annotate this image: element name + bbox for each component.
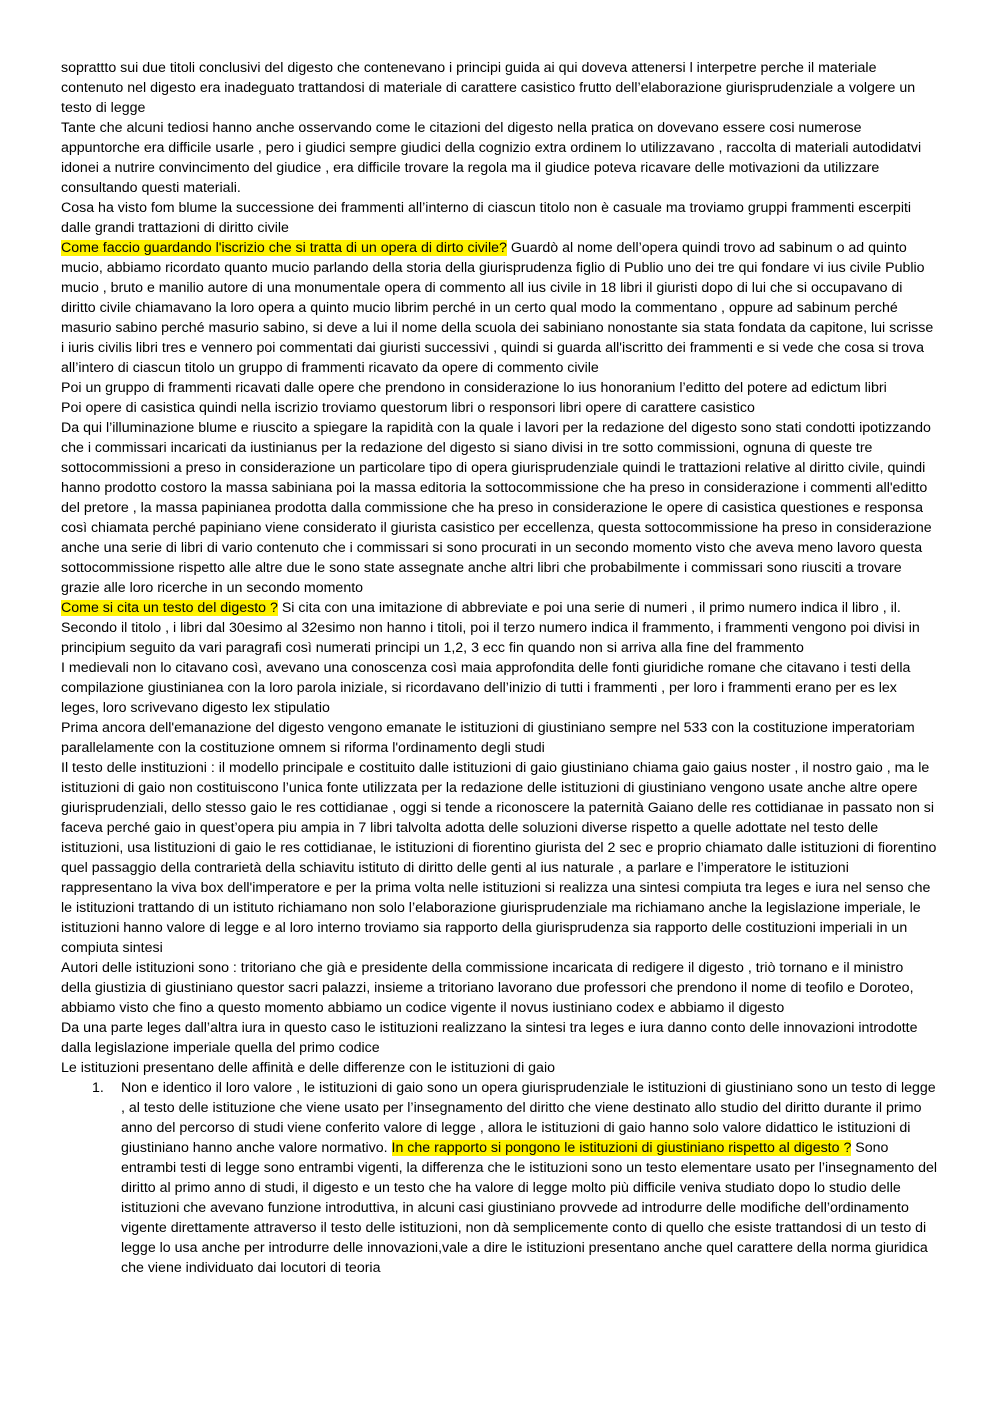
paragraph-text: Si cita con una imitazione di abbreviate e poi una serie di numeri , il primo numero indica il libro , il. Secondo il titolo , i libri dal 30esimo al 32esimo non hanno i titoli, poi il terzo numero indica il frammento, i frammenti vengono poi divisi in principium seguito da vari paragrafi così numerati principi un 1,2, 3 ecc fin quando non si arriva alla fine del frammento	[61, 600, 920, 656]
paragraph-medievali: I medievali non lo citavano così, avevano una conoscenza così maia approfondita delle fonti giuridiche romane che citavano i testi della compilazione giustinianea con la loro parola iniziale, si ricordavano dell’inizio di tutti i frammenti , per loro i frammenti erano per es lex leges, loro scrivevano digesto lex stipulatio	[61, 660, 911, 716]
paragraph-digesto-titoli: soprattto sui due titoli conclusivi del digesto che contenevano i principi guida ai qui doveva attenersi l interpetre perche il materiale contenuto nel digesto era inadeguato trattandosi di materiale di carattere casistico frutto dell’elaborazione giurisprudenziale a volgere un testo di legge	[61, 60, 916, 116]
list-item-text: Sono entrambi testi di legge sono entrambi vigenti, la differenza che le istituzioni sono un testo elementare usato per l’insegnamento del diritto al primo anno di studi, il digesto e un testo che ha valore di legge molto più difficile veniva studiato dopo lo studio delle istituzioni che avevano funzione introduttiva, in alcuni casi giustiniano provvede ad introdurre delle modifiche dell’ordinamento vigente direttamente attraverso il testo delle istituzioni, non dà semplicemente conto di quello che esiste trattandosi di un testo di legge lo usa anche per introdurre delle innovazioni,vale a dire le istituzioni presentano anche quel carattere della norma giuridica che viene individuato dai locutori di teoria	[121, 1140, 938, 1276]
paragraph-iscrizio	[61, 238, 937, 378]
highlighted-question: Come si cita un testo del digesto ?	[61, 600, 278, 616]
document-page	[61, 58, 937, 1278]
numbered-list	[61, 1078, 937, 1278]
paragraph-ius-honorarium: Poi un gruppo di frammenti ricavati dalle opere che prendono in considerazione lo ius honoranium l’editto del potere ad edictum libri	[61, 380, 887, 396]
list-item	[61, 1078, 937, 1278]
paragraph-istituzioni-533: Prima ancora dell'emanazione del digesto vengono emanate le istituzioni di giustiniano sempre nel 533 con la costituzione imperatoriam parallelamente con la costituzione omnem si riforma l'ordinamento degli studi	[61, 720, 915, 756]
paragraph-casistica: Poi opere di casistica quindi nella iscrizio troviamo questorum libri o responsori libri opere di carattere casistico	[61, 400, 755, 416]
paragraph-citazione-digesto	[61, 598, 937, 658]
paragraph-citazioni: Tante che alcuni tediosi hanno anche osservando come le citazioni del digesto nella pratica on dovevano essere cosi numerose appuntorche era difficile usarle , pero i giudici sempre giudici della cognizio extra ordinem lo utilizzavano , raccolta di materiali autodidatvi idonei a nutrire convincimento del giudice , era difficile trovare la regola ma il giudice poteva ricavare delle motivazioni da utilizzare consultando questi materiali.	[61, 120, 922, 196]
paragraph-leges-iura: Da una parte leges dall’altra iura in questo caso le istituzioni realizzano la sintesi tra leges e iura danno conto delle innovazioni introdotte dalla legislazione imperiale quella del primo codice	[61, 1020, 918, 1056]
paragraph-autori: Autori delle istituzioni sono : tritoriano che già e presidente della commissione incaricata di redigere il digesto , triò tornano e il ministro della giustizia di giustiniano questor sacri palazzi, insieme a tritoriano lavorano due professori che prendono il nome di teofilo e Doroteo, abbiamo visto che fino a questo momento abbiamo un codice vigente il novus iustiniano codex e abbiamo il digesto	[61, 960, 914, 1016]
paragraph-affinita: Le istituzioni presentano delle affinità e delle differenze con le istituzioni di gaio	[61, 1060, 555, 1076]
paragraph-sottocommissioni: Da qui l’illuminazione blume e riuscito a spiegare la rapidità con la quale i lavori per la redazione del digesto sono stati condotti ipotizzando che i commissari incaricati da iustinianus per la redazione del digesto si siano divisi in tre sotto commissioni, ognuna di queste tre sottocommissioni a preso in considerazione un particolare tipo di opera giurisprudenziale quindi le trattazioni relative al diritto civile, quindi hanno prodotto costoro la massa sabiniana poi la massa editoria la sottocommissione che ha preso in considerazione i commenti all'editto del pretore , la massa papinianea prodotta dalla commissione che ha preso in considerazione le opere di casistica questiones e responsa così chiamata perché papiniano viene considerato il giurista casistico per eccellenza, questa sottocommissione ha preso in considerazione anche una serie di libri di vario contenuto che i commissari si sono procurati in un secondo momento visto che aveva meno lavoro questa sottocommissione rispetto alle altre due le sono state assegnate anche altri libri che probabilmente i commissari sono riusciti a trovare grazie alle loro ricerche in un secondo momento	[61, 420, 932, 596]
list-item-text: Non e identico il loro valore , le istituzioni di gaio sono un opera giurisprudenziale le istituzioni di giustiniano sono un testo di legge , al testo delle istituzione che viene usato per l’insegnamento del diritto che viene destinato allo studio del diritto durante il primo anno del percorso di studi viene conferito valore di legge , allora le istituzioni di gaio hanno solo valore didattico le istituzioni di giustiniano hanno anche valore normativo.	[121, 1080, 936, 1156]
paragraph-text: Guardò al nome dell’opera quindi trovo ad sabinum o ad quinto mucio, abbiamo ricordato quanto mucio parlando della storia della giurisprudenza figlio di Publio uno dei tre qui fondare vi ius civile Publio mucio , bruto e manilio autore di una monumentale opera di commento all ius civile in 18 libri il giuristi dopo di lui che si occupavano di diritto civile chiamavano la loro opera a quinto mucio librim perché in un certo qual modo la commentano , oppure ad sabinum perché masurio sabino perché masurio sabino, si deve a lui il nome della scuola dei sabiniano nonostante sia stata fondata da capitone, lui scrisse i iuris civilis libri tres e vennero poi commentati dai giuristi successivi , quindi si guarda all'iscritto dei frammenti e si vede che cosa si trova all’intero di ciascun titolo un gruppo di frammenti ricavato da opere di commento civile	[61, 240, 934, 376]
highlighted-question: Come faccio guardando l'iscrizio che si tratta di un opera di dirto civile?	[61, 240, 507, 256]
highlighted-question: In che rapporto si pongono le istituzioni di giustiniano rispetto al digesto ?	[391, 1140, 852, 1156]
paragraph-blume: Cosa ha visto fom blume la successione dei frammenti all’interno di ciascun titolo non è casuale ma troviamo gruppi frammenti escerpiti dalle grandi trattazioni di diritto civile	[61, 200, 912, 236]
list-number: 1.	[92, 1080, 104, 1096]
paragraph-testo-istituzioni: Il testo delle instituzioni : il modello principale e costituito dalle istituzioni di gaio giustiniano chiama gaio gaius noster , il nostro gaio , ma le istituzioni di gaio non costituiscono l’unica fonte utilizzata per la redazione delle istituzioni di giustiniano vengono usate anche altre opere giurisprudenziali, dello stesso gaio le res cottidianae , oggi si tende a riconoscere la paternità Gaiano delle res cottidianae in passato non si faceva perché gaio in quest’opera piu ampia in 7 libri talvolta adotta delle soluzioni diverse rispetto a quelle adottate nel testo delle istituzioni, usa listituzioni di gaio le res cottidianae, le istituzioni di fiorentino giurista del 2 sec e proprio chiamato dalle istituzioni di fiorentino quel passaggio della contrarietà della schiavitu istituto di diritto delle genti al ius naturale , a parlare e l’imperatore le istituzioni rappresentano la viva box dell'imperatore e per la prima volta nelle istituzioni si realizza una sintesi compiuta tra leges e iura nel senso che le istituzioni trattando di un istituto richiamano non solo l’elaborazione giurisprudenziale ma richiamano anche la legislazione imperiale, le istituzioni hanno valore di legge e al loro interno troviamo sia rapporto della giurisprudenza sia rapporto delle costituzioni imperiali in un compiuta sintesi	[61, 760, 937, 956]
